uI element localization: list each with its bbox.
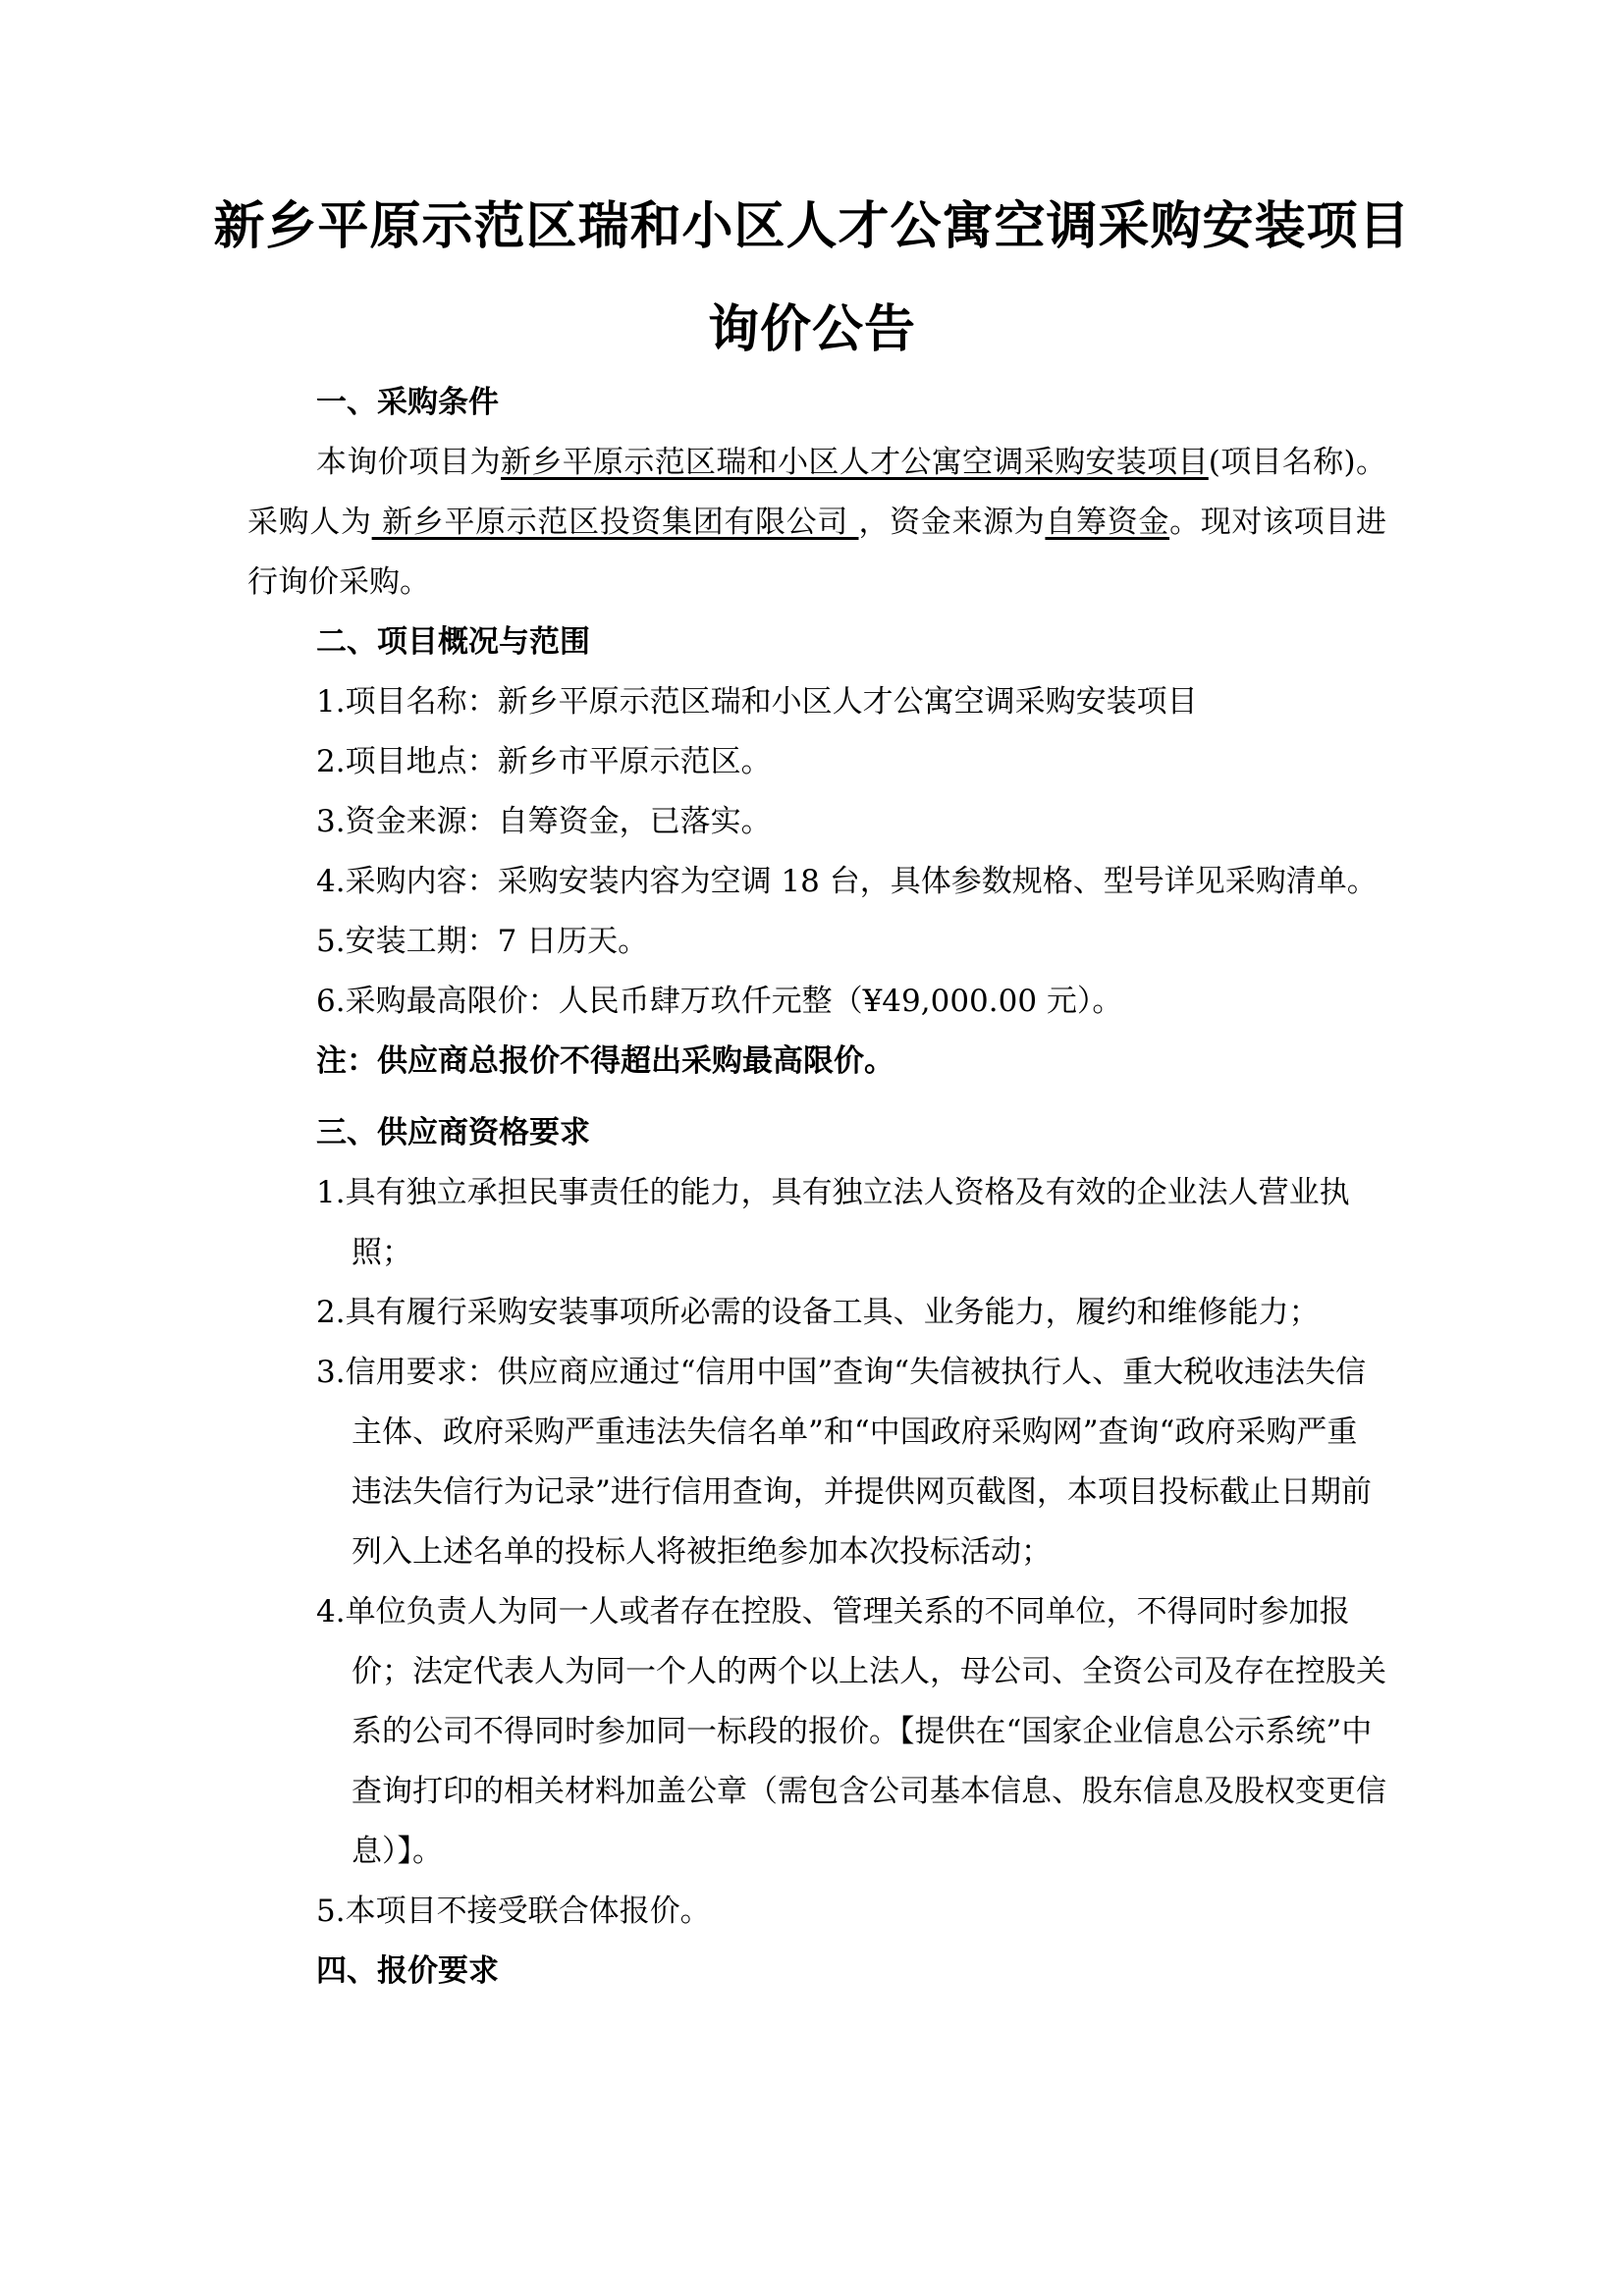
text-segment: (项目名称)。采购人为	[247, 445, 1386, 540]
purchaser-underlined: 新乡平原示范区投资集团有限公司	[371, 505, 859, 540]
section-heading-project-overview: 二、项目概况与范围	[316, 624, 590, 660]
qualification-item: 1.具有独立承担民事责任的能力，具有独立法人资格及有效的企业法人营业执照；	[316, 1175, 1350, 1270]
section-heading-purchase-conditions: 一、采购条件	[316, 385, 499, 420]
qualification-item: 4.单位负责人为同一人或者存在控股、管理关系的不同单位，不得同时参加报价；法定代表人为同一个人的两个以上法人，母公司、全资公司及存在控股关系的公司不得同时参加同一标段的报价。【提供在“国家企业信息公示系统”中查询打印的相关材料加盖公章（需包含公司基本信息、股东信息及股权变更信息）】。	[316, 1594, 1386, 1869]
overview-item: 5.安装工期：7 日历天。	[316, 924, 649, 959]
fund-source-underlined: 自筹资金	[1045, 505, 1170, 540]
document-body	[247, 373, 1386, 2002]
qualification-item: 2.具有履行采购安装事项所必需的设备工具、业务能力，履约和维修能力；	[316, 1295, 1320, 1330]
text-segment: 。现对该项目进行询价采购。	[247, 505, 1386, 600]
text-segment: ，资金来源为	[858, 505, 1046, 540]
overview-item: 1.项目名称：新乡平原示范区瑞和小区人才公寓空调采购安装项目	[316, 684, 1198, 720]
document-title-line2: 询价公告	[707, 299, 916, 359]
qualification-item: 3.信用要求：供应商应通过“信用中国”查询“失信被执行人、重大税收违法失信主体、政府采购严重违法失信名单”和“中国政府采购网”查询“政府采购严重违法失信行为记录”进行信用查询，并提供网页截图，本项目投标截止日期前列入上述名单的投标人将被拒绝参加本次投标活动；	[316, 1355, 1372, 1570]
project-name-underlined: 新乡平原示范区瑞和小区人才公寓空调采购安装项目	[501, 445, 1209, 480]
overview-item: 2.项目地点：新乡市平原示范区。	[316, 744, 772, 779]
overview-item: 3.资金来源：自筹资金，已落实。	[316, 804, 772, 839]
section-heading-supplier-qualifications: 三、供应商资格要求	[316, 1115, 590, 1150]
price-limit-note: 注：供应商总报价不得超出采购最高限价。	[316, 1043, 894, 1079]
purchase-conditions-paragraph	[247, 433, 1386, 613]
qualification-item: 5.本项目不接受联合体报价。	[316, 1894, 711, 1929]
overview-item: 6.采购最高限价：人民币肆万玖仟元整（¥49,000.00 元）。	[316, 984, 1123, 1019]
document-title-line1: 新乡平原示范区瑞和小区人才公寓空调采购安装项目	[213, 196, 1411, 256]
overview-item: 4.采购内容：采购安装内容为空调 18 台，具体参数规格、型号详见采购清单。	[316, 864, 1378, 899]
text-segment: 本询价项目为	[316, 445, 502, 480]
section-heading-quotation-requirements: 四、报价要求	[316, 1953, 499, 1989]
